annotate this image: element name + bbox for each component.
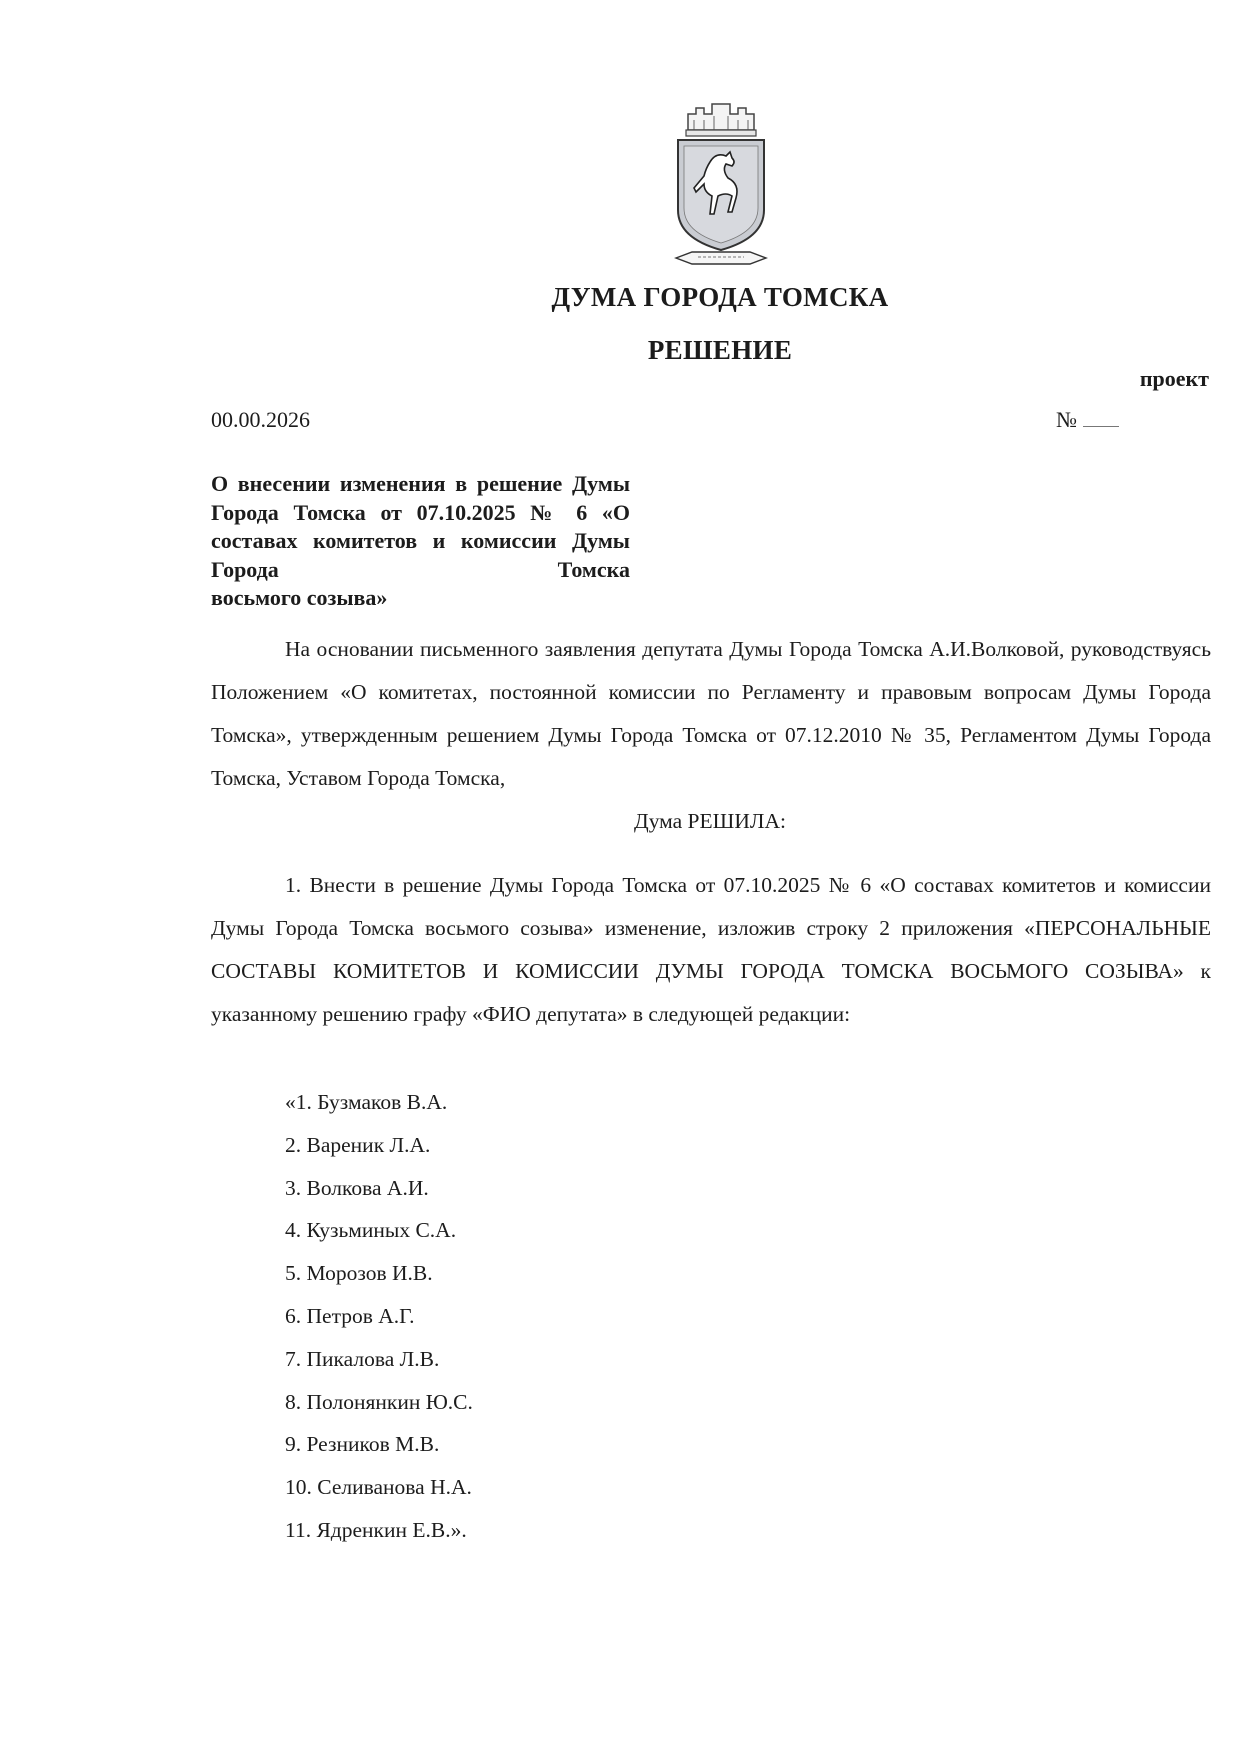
subject-line: № 6 «О составах комитетов и [211,499,630,553]
list-item: 4. Кузьминых С.А. [285,1218,457,1243]
list-item: 8. Полонянкин Ю.С. [285,1389,473,1414]
document-number [1056,407,1119,433]
document-date: 00.00.2026 [211,407,310,432]
draft-label: проект [1139,366,1209,391]
list-item: 7. Пикалова Л.В. [285,1346,440,1371]
decided-heading: Дума РЕШИЛА: [634,809,786,833]
tomsk-coat-of-arms-icon [670,100,772,272]
subject-line: Думы Города Томска от 07.10.2025 [211,471,631,525]
document-type-title: РЕШЕНИЕ [647,335,793,365]
list-item: 5. Морозов И.В. [285,1261,433,1286]
deputies-list [285,1081,473,1552]
list-item: 3. Волкова А.И. [285,1175,429,1200]
organization-title: ДУМА ГОРОДА ТОМСКА [551,282,889,312]
number-blank-field [1083,410,1119,427]
subject-line: восьмого созыва» [211,585,388,610]
subject-line: комиссии Думы Города Томска [211,528,630,582]
decision-subject [211,470,630,613]
subject-line: О внесении изменения в решение [211,471,563,496]
list-item: 9. Резников М.В. [285,1432,440,1457]
list-item: 10. Селиванова Н.А. [285,1475,472,1500]
list-item: 2. Вареник Л.А. [285,1132,431,1157]
preamble-paragraph: На основании письменного заявления депутата Думы Города Томска А.И.Волковой, руководствуясь Положением «О комитетах, постоянной комиссии по Регламенту и правовым вопросам Думы Города Томска», утвержденным решением Думы Города Томска от 07.12.2010 № 35, Регламентом Думы Города Томска, Уставом Города Томска, [211,637,1211,790]
list-item: 6. Петров А.Г. [285,1303,415,1328]
number-label: № [1056,407,1077,432]
list-item: 11. Ядренкин Е.В.». [285,1517,467,1542]
item-1-paragraph: 1. Внести в решение Думы Города Томска от 07.10.2025 № 6 «О составах комитетов и комиссии Думы Города Томска восьмого созыва» изменение, изложив строку 2 приложения «ПЕРСОНАЛЬНЫЕ СОСТАВЫ КОМИТЕТОВ И КОМИССИИ ДУМЫ ГОРОДА ТОМСКА ВОСЬМОГО СОЗЫВА» к указанному решению графу «ФИО депутата» в следующей редакции: [211,873,1211,1026]
list-item: «1. Бузмаков В.А. [285,1090,448,1114]
